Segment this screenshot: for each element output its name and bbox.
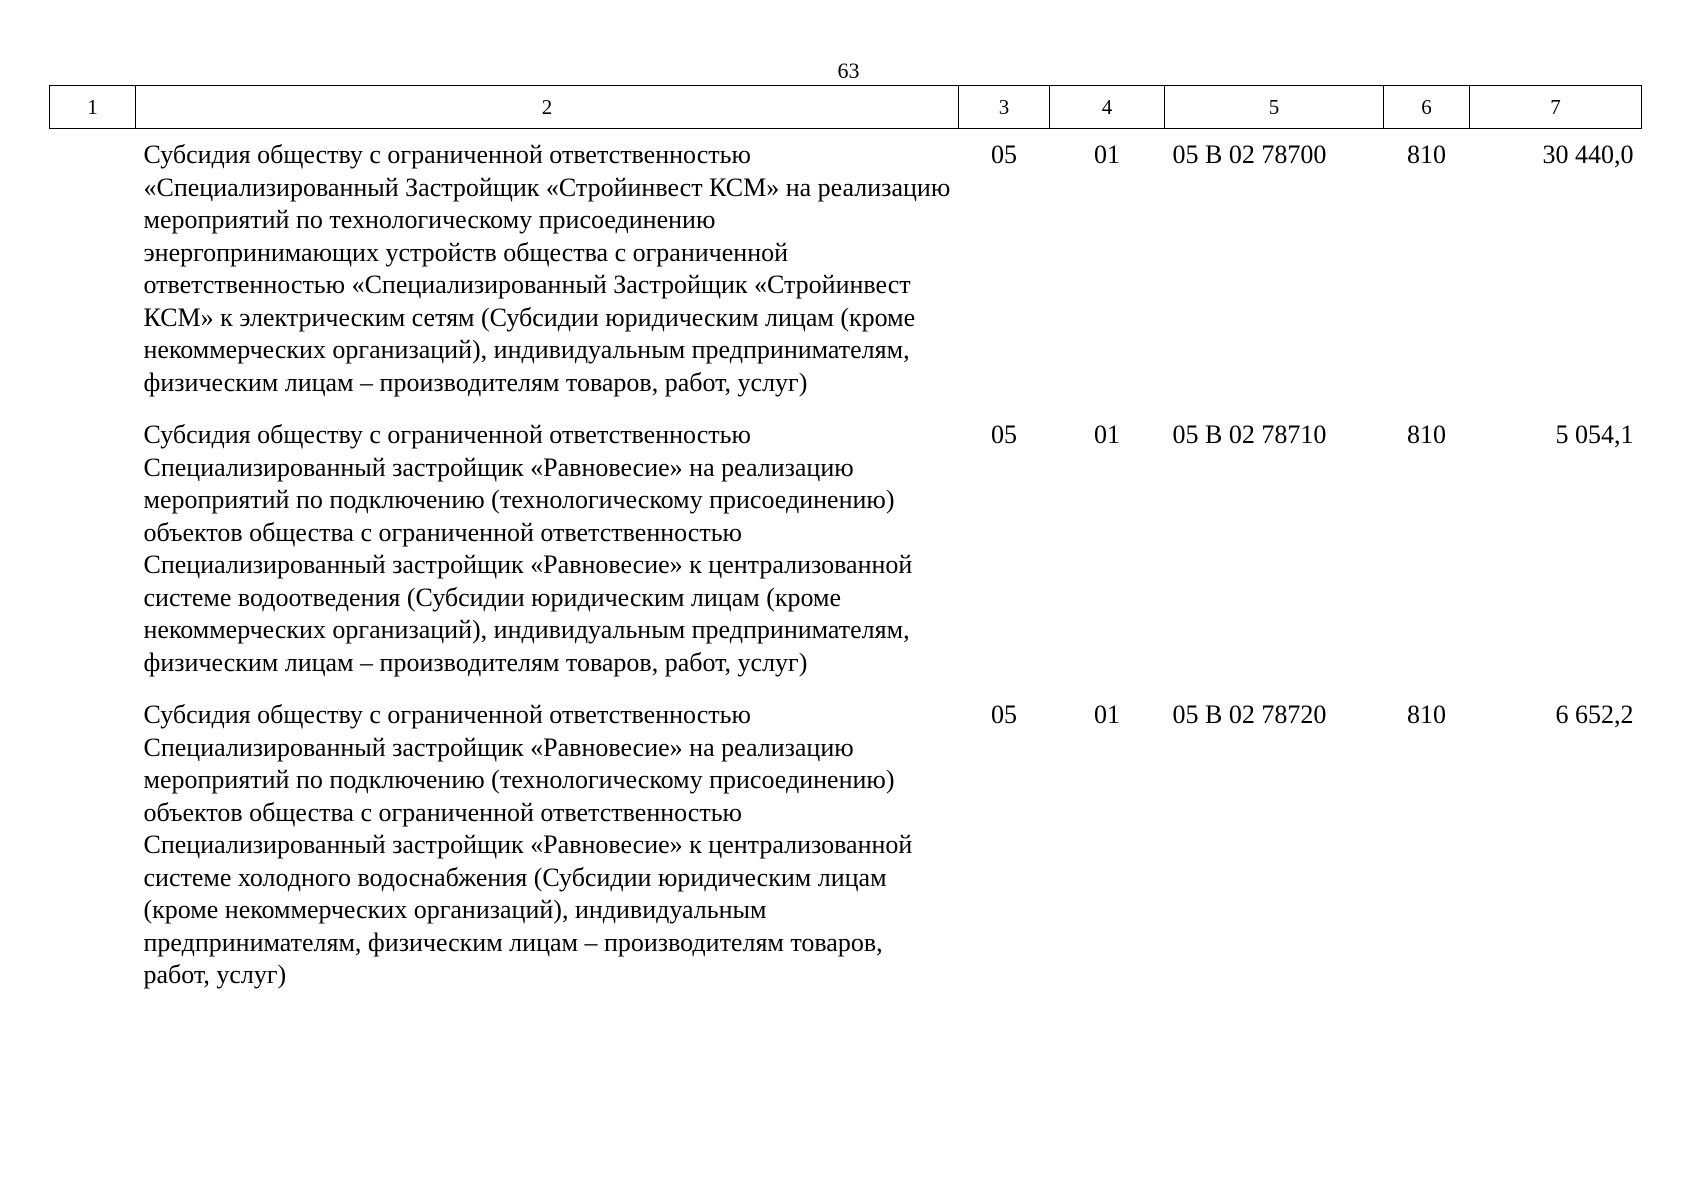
subsection-cell: 01 [1094,140,1120,169]
row-number-cell [50,129,136,410]
amount-cell: 6 652,2 [1555,700,1634,729]
expense-type-cell: 810 [1407,700,1446,729]
target-article-cell: 05 В 02 78710 [1172,420,1327,449]
header-col-1: 1 [50,86,136,129]
table-row [50,689,1642,1002]
target-article-cell: 05 В 02 78700 [1172,140,1327,169]
section-cell: 05 [991,420,1017,449]
section-cell: 05 [991,700,1017,729]
description-cell: Субсидия обществу с ограниченной ответственностью «Специализированный Застройщик «Стройинвест КСМ» на реализацию мероприятий по технологическому присоединению энергопринимающих устройств общества с ограниченной ответственностью «Специализированный Застройщик «Стройинвест КСМ» к электрическим сетям (Субсидии юридическим лицам (кроме некоммерческих организаций), индивидуальным предпринимателям, физическим лицам – производителям товаров, работ, услуг) [143,140,951,397]
expense-type-cell: 810 [1407,140,1446,169]
table-row [50,129,1642,410]
table-row [50,409,1642,689]
table-body [50,129,1642,1002]
header-col-6: 6 [1384,86,1470,129]
target-article-cell: 05 В 02 78720 [1172,700,1327,729]
header-col-5: 5 [1165,86,1384,129]
header-col-7: 7 [1470,86,1642,129]
subsection-cell: 01 [1094,700,1120,729]
subsection-cell: 01 [1094,420,1120,449]
page-number: 63 [837,58,860,83]
expense-type-cell: 810 [1407,420,1446,449]
table-header [50,86,1642,129]
description-cell: Субсидия обществу с ограниченной ответственностью Специализированный застройщик «Равновесие» на реализацию мероприятий по подключению (технологическому присоединению) объектов общества с ограниченной ответственностью Специализированный застройщик «Равновесие» к централизованной системе холодного водоснабжения (Субсидии юридическим лицам (кроме некоммерческих организаций), индивидуальным предпринимателям, физическим лицам – производителям товаров, работ, услуг) [143,700,913,989]
amount-cell: 5 054,1 [1555,420,1634,449]
header-col-3: 3 [959,86,1050,129]
row-number-cell [50,409,136,689]
amount-cell: 30 440,0 [1542,140,1634,169]
row-number-cell [50,689,136,1002]
budget-table [49,85,1642,1002]
section-cell: 05 [991,140,1017,169]
description-cell: Субсидия обществу с ограниченной ответственностью Специализированный застройщик «Равновесие» на реализацию мероприятий по подключению (технологическому присоединению) объектов общества с ограниченной ответственностью Специализированный застройщик «Равновесие» к централизованной системе водоотведения (Субсидии юридическим лицам (кроме некоммерческих организаций), индивидуальным предпринимателям, физическим лицам – производителям товаров, работ, услуг) [143,420,913,677]
header-col-2: 2 [136,86,959,129]
header-col-4: 4 [1050,86,1165,129]
header-row [50,86,1642,129]
